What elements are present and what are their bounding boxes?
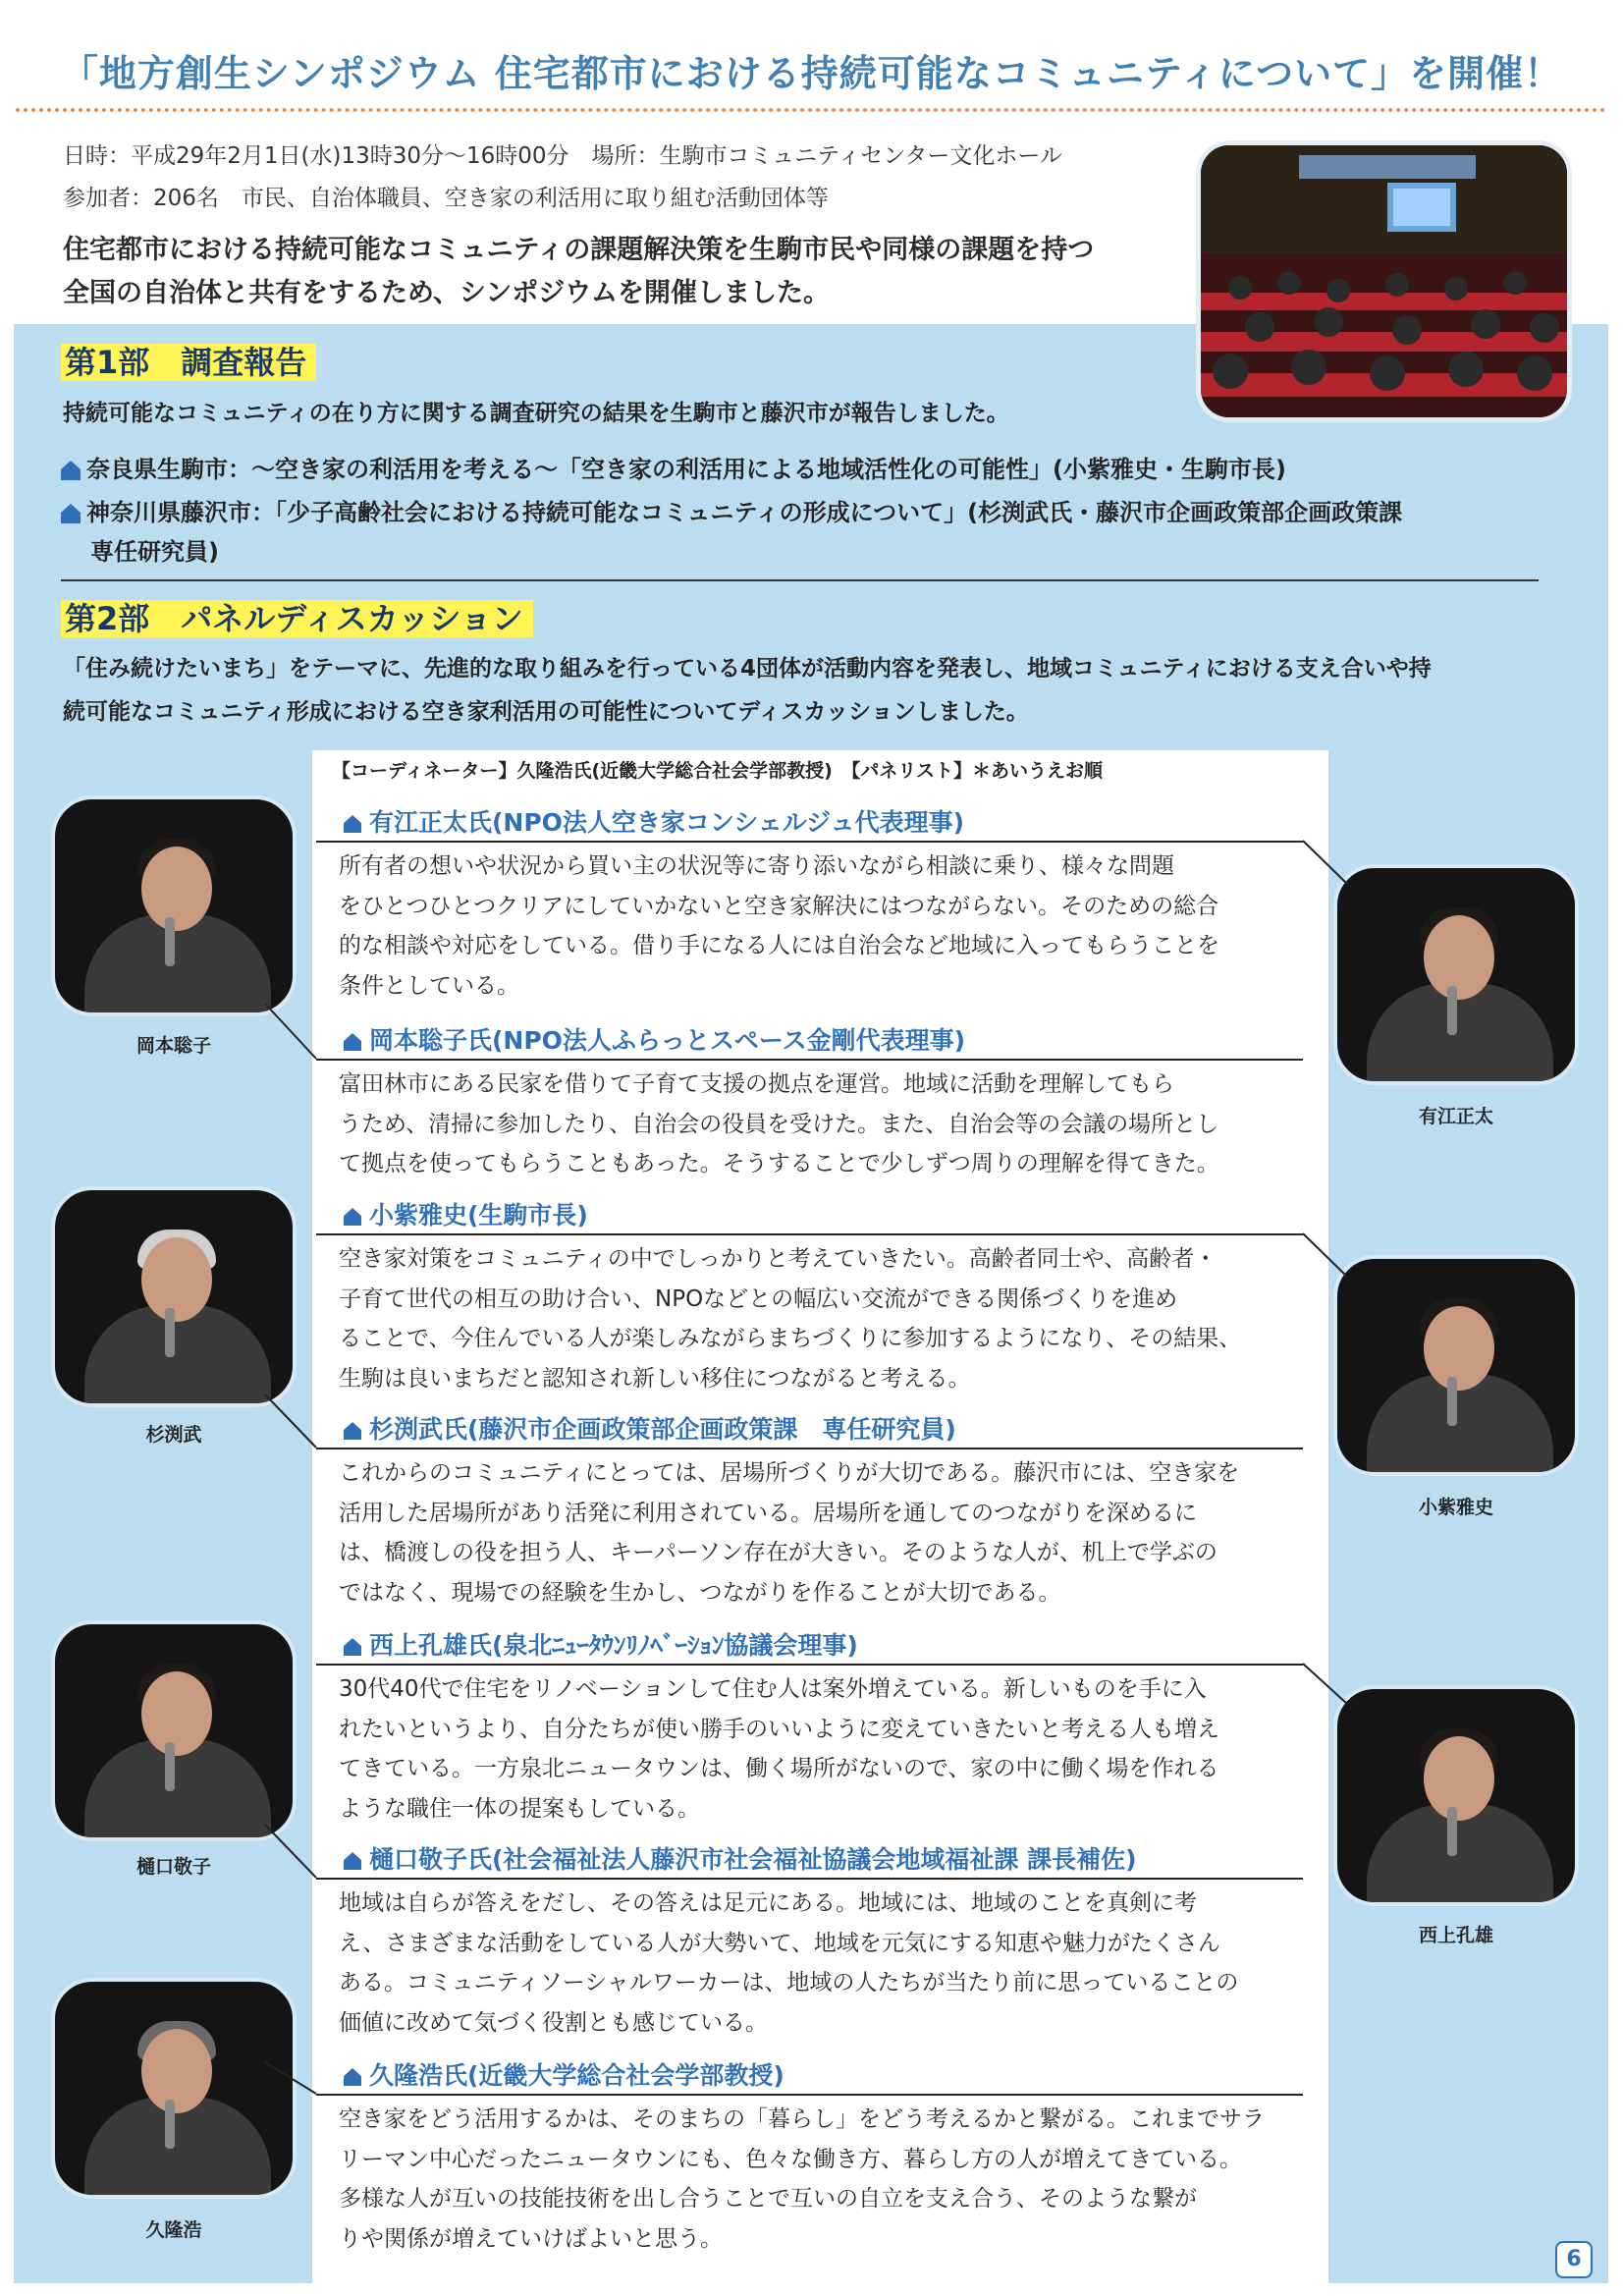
part1-intro: 持続可能なコミュニティの在り方に関する調査研究の結果を生駒市と藤沢市が報告しました。 <box>63 401 1009 426</box>
entry-line: は、橋渡しの役を担う人、キーパーソン存在が大きい。そのような人が、机上で学ぶの <box>339 1540 1217 1565</box>
entry-name-nishigami-text: 西上孔雄氏(泉北ﾆｭｰﾀｳﾝﾘﾉﾍﾞｰｼｮﾝ協議会理事) <box>369 1631 858 1660</box>
page-title: 「地方創生シンポジウム 住宅都市における持続可能なコミュニティについて」を開催！ <box>60 52 1563 95</box>
entry-line: 地域は自らが答えをだし、その答えは足元にある。地域には、地域のことを真剣に考 <box>339 1890 1197 1916</box>
photo-label-komurasaki: 小紫雅史 <box>1418 1497 1493 1518</box>
entry-line: 所有者の想いや状況から買い主の状況等に寄り添いながら相談に乗り、様々な問題 <box>339 853 1174 879</box>
entry-line: てきている。一方泉北ニュータウンは、働く場所がないので、家の中に働く場を作れる <box>339 1756 1219 1781</box>
entry-line: をひとつひとつクリアにしていかないと空き家解決にはつながらない。そのための総合 <box>339 893 1219 919</box>
entry-line: え、さまざまな活動をしている人が大勢いて、地域を元気にする知恵や魅力がたくさん <box>339 1930 1220 1956</box>
part1-bullet-ikoma-text: 奈良県生駒市：～空き家の利活用を考える～「空き家の利活用による地域活性化の可能性」(小紫雅史・生駒市長) <box>86 456 1286 483</box>
entry-name-hisataka-text: 久隆浩氏(近畿大学総合社会学部教授) <box>369 2061 784 2090</box>
photo-label-sugibuchi: 杉渕武 <box>145 1424 202 1446</box>
entry-name-higuchi-text: 樋口敬子氏(社会福祉法人藤沢市社会福祉協議会地域福祉課 課長補佐) <box>369 1845 1137 1874</box>
photo-label-nishigami: 西上孔雄 <box>1418 1925 1493 1946</box>
entry-line: 空き家をどう活用するかは、そのまちの「暮らし」をどう考えるかと繋がる。これまでサラ <box>339 2106 1265 2132</box>
lead-text-2: 全国の自治体と共有をするため、シンポジウムを開催しました。 <box>63 278 830 308</box>
entry-line: 価値に改めて気づく役割とも感じている。 <box>339 2009 768 2036</box>
photo-label-hisataka: 久隆浩 <box>145 2219 202 2241</box>
part1-bullet-fujisawa-cont: 専任研究員) <box>90 538 219 566</box>
entry-line: 的な相談や対応をしている。借り手になる人には自治会など地域に入ってもらうことを <box>339 933 1219 958</box>
entry-line: 30代40代で住宅をリノベーションして住む人は案外増えている。新しいものを手に入 <box>339 1676 1207 1702</box>
entry-line: うため、清掃に参加したり、自治会の役員を受けた。また、自治会等の会議の場所とし <box>339 1111 1219 1137</box>
entry-name-sugibuchi-text: 杉渕武氏(藤沢市企画政策部企画政策課 専任研究員) <box>369 1415 956 1444</box>
entry-line: れたいというより、自分たちが使い勝手のいいように変えていきたいと考える人も増え <box>339 1716 1219 1742</box>
photo-label-arie: 有江正太 <box>1418 1106 1493 1127</box>
part1-bullet-fujisawa-text: 神奈川県藤沢市：「少子高齢社会における持続可能なコミュニティの形成について」(杉渕武氏・藤沢市企画政策部企画政策課 <box>86 499 1403 526</box>
part2-intro-1: 「住み続けたいまち」をテーマに、先進的な取り組みを行っている4団体が活動内容を発表し、地域コミュニティにおける支え合いや持 <box>63 656 1432 682</box>
entry-line: 富田林市にある民家を借りて子育て支援の拠点を運営。地域に活動を理解してもら <box>339 1071 1174 1097</box>
entry-line: 条件としている。 <box>339 972 519 999</box>
entry-line: て拠点を使ってもらうこともあった。そうすることで少しずつ周りの理解を得てきた。 <box>339 1151 1219 1176</box>
event-participants: 参加者：206名 市民、自治体職員、空き家の利活用に取り組む活動団体等 <box>63 186 829 211</box>
entry-line: ような職住一体の提案もしている。 <box>339 1795 700 1822</box>
entry-line: リーマン中心だったニュータウンにも、色々な働き方、暮らし方の人が増えてきている。 <box>339 2146 1242 2172</box>
roles-line: 【コーディネーター】久隆浩氏(近畿大学総合社会学部教授) 【パネリスト】＊あいうえお順 <box>332 760 1103 782</box>
part1-heading-text: 第1部 調査報告 <box>61 344 316 381</box>
lead-text-1: 住宅都市における持続可能なコミュニティの課題解決策を生駒市民や同様の課題を持つ <box>63 235 1095 265</box>
entry-line: ることで、今住んでいる人が楽しみながらまちづくりに参加するようになり、その結果、 <box>339 1326 1242 1351</box>
entry-name-arie-text: 有江正太氏(NPO法人空き家コンシェルジュ代表理事) <box>369 808 965 837</box>
event-datetime-venue: 日時：平成29年2月1日(水)13時30分～16時00分 場所：生駒市コミュニティセンター文化ホール <box>63 143 1062 169</box>
entry-line: 多様な人が互いの技能技術を出し合うことで互いの自立を支え合う、そのような繋が <box>339 2186 1197 2212</box>
part2-heading-text: 第2部 パネルディスカッション <box>61 600 533 637</box>
entry-line: これからのコミュニティにとっては、居場所づくりが大切である。藤沢市には、空き家を <box>339 1460 1240 1486</box>
entry-line: 活用した居場所があり活発に利用されている。居場所を通してのつながりを深めるに <box>339 1500 1197 1526</box>
photo-label-okamoto: 岡本聡子 <box>135 1035 211 1057</box>
entry-name-okamoto-text: 岡本聡子氏(NPO法人ふらっとスペース金剛代表理事) <box>369 1026 966 1055</box>
entry-name-komurasaki-text: 小紫雅史(生駒市長) <box>369 1201 588 1230</box>
entry-line: ではなく、現場での経験を生かし、つながりを作ることが大切である。 <box>339 1579 1061 1606</box>
page-number: 6 <box>1555 2241 1593 2278</box>
entry-line: 生駒は良いまちだと認知され新しい移住につながると考える。 <box>339 1365 971 1392</box>
part2-intro-2: 続可能なコミュニティ形成における空き家利活用の可能性についてディスカッションしました。 <box>63 699 1029 725</box>
entry-line: 空き家対策をコミュニティの中でしっかりと考えていきたい。高齢者同士や、高齢者・ <box>339 1246 1217 1272</box>
entry-line: ある。コミュニティソーシャルワーカーは、地域の人たちが当たり前に思っていることの <box>339 1970 1239 1995</box>
entry-line: 子育て世代の相互の助け合い、NPOなどとの幅広い交流ができる関係づくりを進め <box>339 1285 1178 1312</box>
entry-line: りや関係が増えていけばよいと思う。 <box>339 2225 723 2252</box>
photo-label-higuchi: 樋口敬子 <box>135 1856 211 1878</box>
